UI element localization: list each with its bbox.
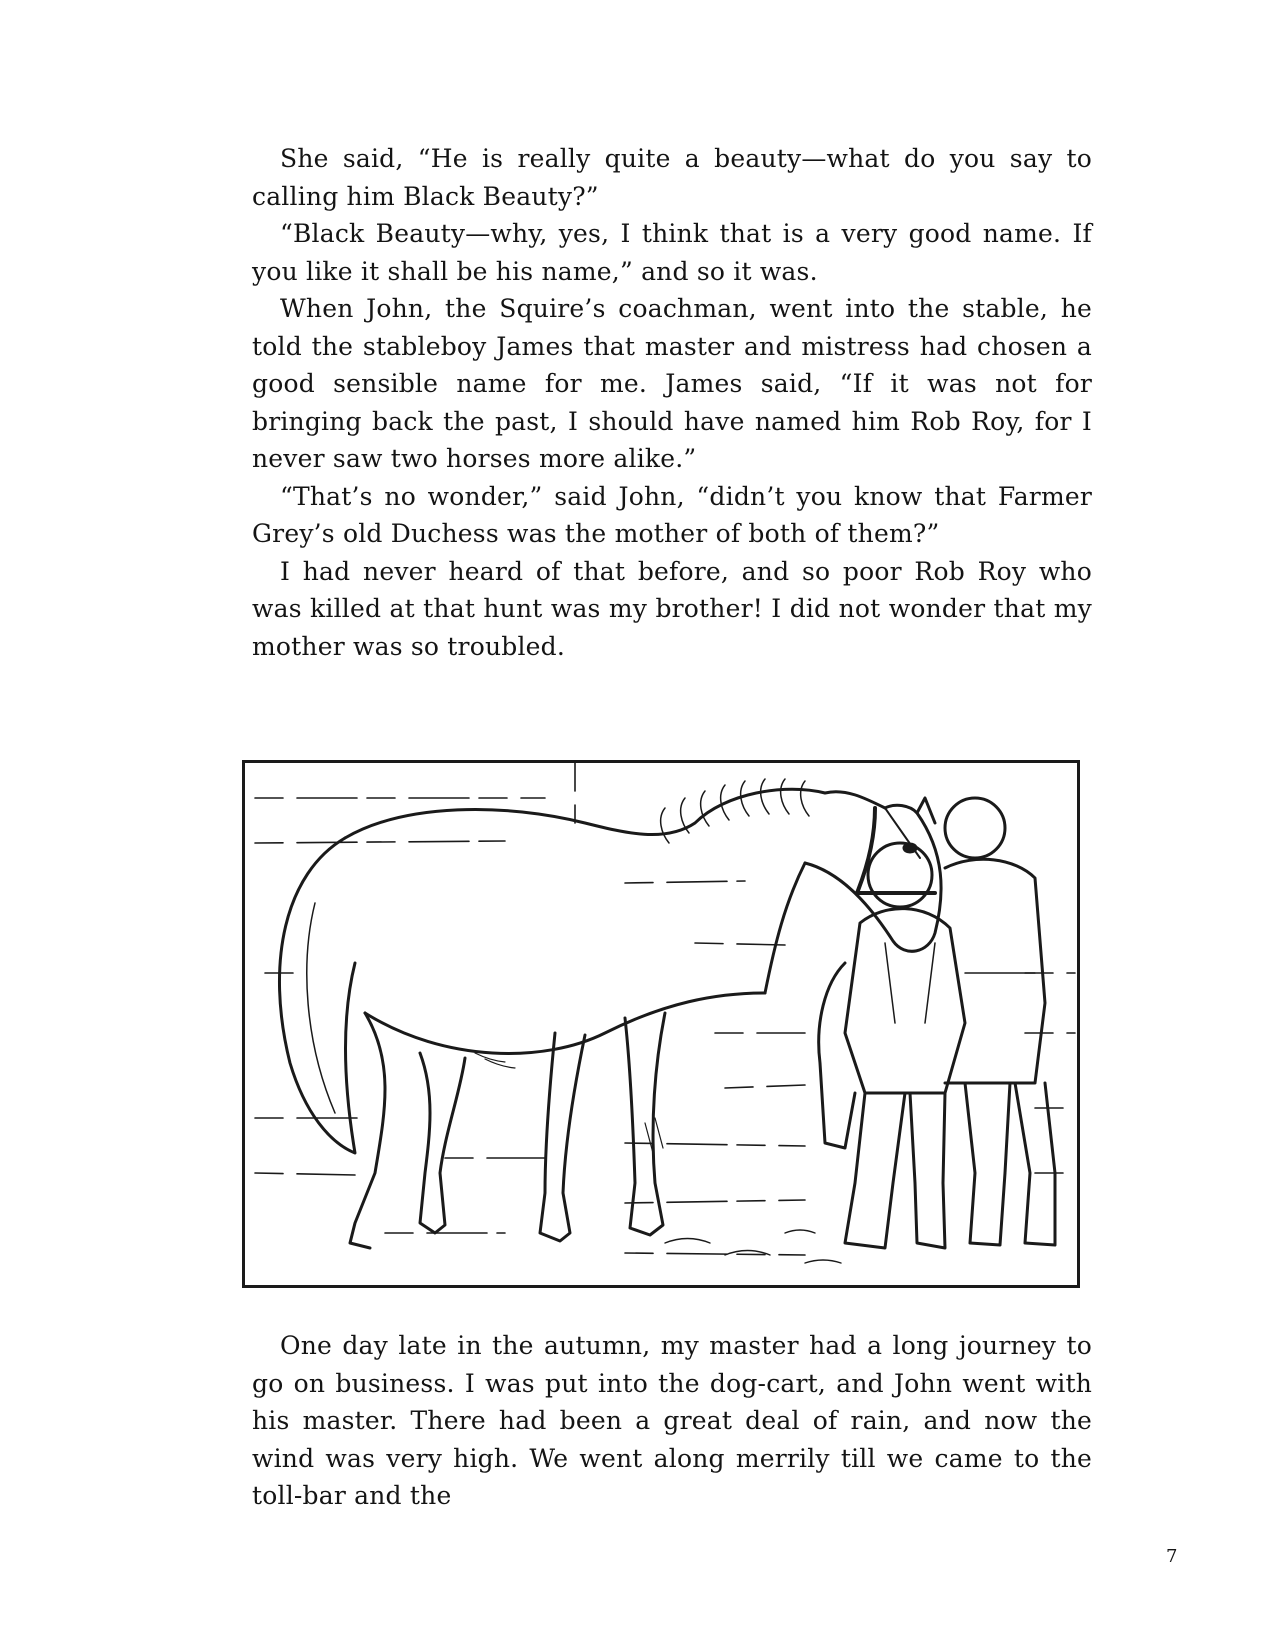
paragraph: “Black Beauty—why, yes, I think that is a very good name. If you like it shall be his name,” and so it was. [252, 219, 1092, 286]
page-number: 7 [1166, 1546, 1178, 1567]
text-top [252, 140, 1092, 665]
text-bottom [252, 1327, 1092, 1515]
horse-figure [279, 779, 941, 1248]
paragraph: When John, the Squire’s coachman, went into the stable, he told the stableboy James that master and mistress had chosen a good sensible name for me. James said, “If it was not for bringing back the past, I should have named him Rob Roy, for I never saw two horses more alike.” [252, 294, 1092, 473]
paragraph: One day late in the autumn, my master had a long journey to go on business. I was put into the dog-cart, and John went with his master. There had been a great deal of rain, and now the wind was very high. We went along merrily till we came to the toll-bar and the [252, 1331, 1092, 1510]
man-figure [945, 798, 1055, 1245]
paragraph: I had never heard of that before, and so poor Rob Roy who was killed at that hunt was my brother! I did not wonder that my mother was so troubled. [252, 556, 1092, 661]
ground-marks [665, 1230, 841, 1263]
paragraph: “That’s no wonder,” said John, “didn’t you know that Farmer Grey’s old Duchess was the mother of both of them?” [252, 481, 1092, 548]
horse-illustration [242, 760, 1080, 1288]
boy-figure [819, 843, 965, 1248]
paragraph: She said, “He is really quite a beauty—what do you say to calling him Black Beauty?” [252, 144, 1092, 211]
